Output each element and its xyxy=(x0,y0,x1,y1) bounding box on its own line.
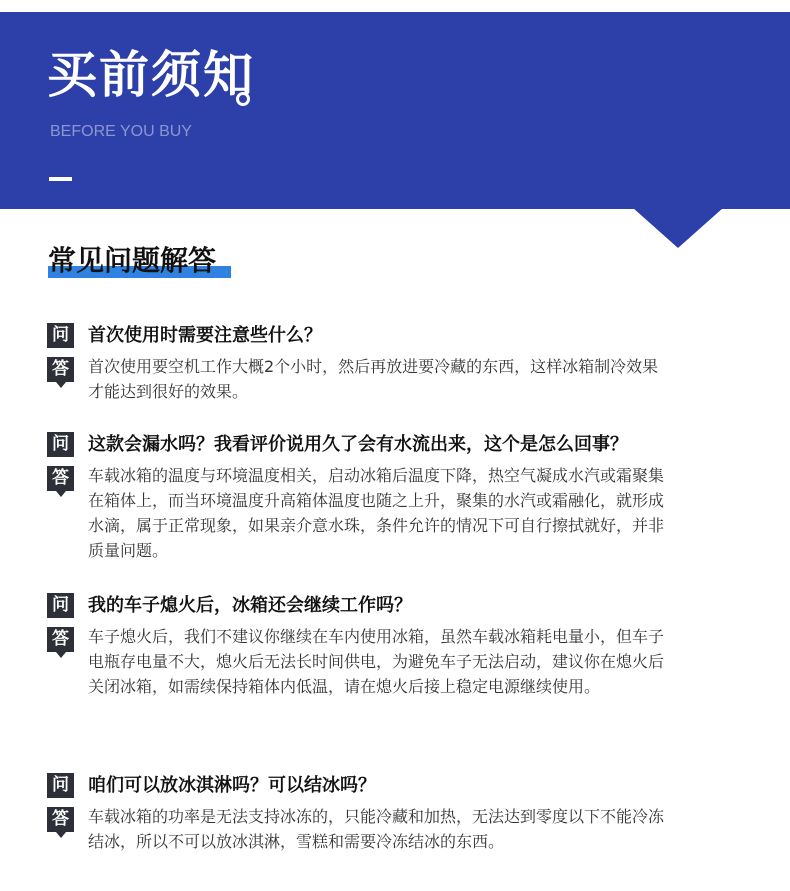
faq-answer: 车载冰箱的功率是无法支持冰冻的，只能冷藏和加热，无法达到零度以下不能冷冻结冰，所以不可以放冰淇淋，雪糕和需要冷冻结冰的东西。 xyxy=(88,807,665,851)
page-subtitle: BEFORE YOU BUY xyxy=(50,123,192,140)
question-badge: 问 xyxy=(47,432,74,457)
question-badge: 问 xyxy=(47,593,74,618)
faq-answer: 车载冰箱的温度与环境温度相关，启动冰箱后温度下降，热空气凝成水汽或霜聚集在箱体上，而当环境温度升高箱体温度也随之上升，聚集的水汽或霜融化，就形成水滴，属于正常现象，如果亲介意水珠，条件允许的情况下可自行擦拭就好，并非质量问题。 xyxy=(88,466,665,560)
question-row xyxy=(47,593,747,619)
question-row xyxy=(47,432,747,458)
question-row xyxy=(47,323,747,349)
ring-icon xyxy=(236,92,250,106)
answer-badge: 答 xyxy=(47,627,74,652)
faq-item xyxy=(47,432,747,563)
faq-item xyxy=(47,593,747,699)
banner-dash xyxy=(49,177,72,181)
answer-badge: 答 xyxy=(47,466,74,491)
faq-item xyxy=(47,323,747,404)
question-row xyxy=(47,773,747,799)
answer-row xyxy=(47,624,747,699)
answer-badge: 答 xyxy=(47,807,74,832)
answer-row xyxy=(47,804,747,854)
faq-question: 我的车子熄火后，冰箱还会继续工作吗？ xyxy=(88,595,412,616)
page-title: 买前须知 xyxy=(47,46,255,104)
answer-badge: 答 xyxy=(47,357,74,382)
faq-question: 首次使用时需要注意些什么？ xyxy=(88,325,322,346)
top-margin xyxy=(0,0,790,12)
faq-item xyxy=(47,773,747,854)
question-badge: 问 xyxy=(47,323,74,348)
faq-answer: 首次使用要空机工作大概2个小时，然后再放进要冷藏的东西，这样冰箱制冷效果才能达到很好的效果。 xyxy=(88,357,659,401)
faq-question: 咱们可以放冰淇淋吗？可以结冰吗？ xyxy=(88,775,376,796)
faq-question: 这款会漏水吗？我看评价说用久了会有水流出来，这个是怎么回事？ xyxy=(88,434,628,455)
banner-notch xyxy=(633,208,723,248)
section-title: 常见问题解答 xyxy=(48,244,217,277)
header-banner xyxy=(0,12,790,209)
question-badge: 问 xyxy=(47,773,74,798)
answer-row xyxy=(47,354,747,404)
faq-answer: 车子熄火后，我们不建议你继续在车内使用冰箱，虽然车载冰箱耗电量小，但车子电瓶存电量不大，熄火后无法长时间供电，为避免车子无法启动，建议你在熄火后关闭冰箱，如需续保持箱体内低温，请在熄火后接上稳定电源继续使用。 xyxy=(88,627,665,696)
answer-row xyxy=(47,463,747,563)
